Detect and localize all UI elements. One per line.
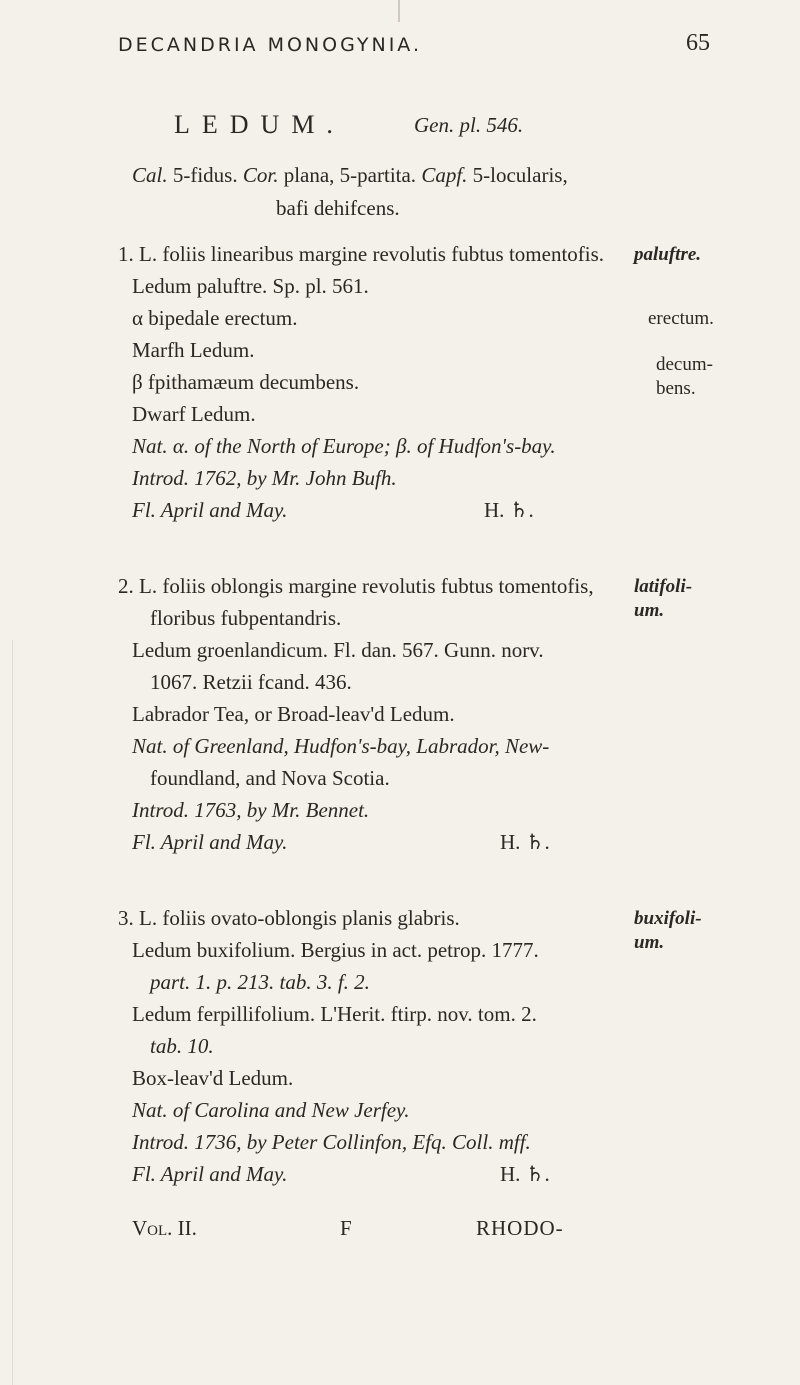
species-3-trivial-name-2: um. bbox=[634, 932, 665, 953]
species-2-introduced: Introd. 1763, by Mr. Bennet. bbox=[132, 798, 370, 822]
species-1-common-name-alpha: Marfh Ledum. bbox=[132, 338, 255, 362]
variety-beta-side-name-1: decum- bbox=[656, 354, 713, 375]
species-2-flowering: Fl. April and May. bbox=[132, 830, 288, 854]
variety-beta-side-name-2: bens. bbox=[656, 378, 696, 399]
species-2-common-name: Labrador Tea, or Broad-leav'd Ledum. bbox=[132, 702, 455, 726]
species-2-native-cont: foundland, and Nova Scotia. bbox=[150, 766, 390, 790]
species-3-synonym-2: Ledum ferpillifolium. L'Herit. ftirp. nov. tom. 2. bbox=[132, 1002, 537, 1026]
species-1-common-name-beta: Dwarf Ledum. bbox=[132, 402, 256, 426]
species-1-variety-beta: β fpithamæum decumbens. bbox=[132, 370, 360, 394]
species-3-common-name: Box-leav'd Ledum. bbox=[132, 1066, 294, 1090]
species-2-diagnosis-cont: floribus fubpentandris. bbox=[150, 606, 342, 630]
species-2-habit: H. ♄. bbox=[500, 830, 550, 854]
species-3-flowering: Fl. April and May. bbox=[132, 1162, 288, 1186]
page-number: 65 bbox=[686, 30, 710, 56]
species-1-trivial-name: paluftre. bbox=[634, 244, 702, 265]
species-1-flowering: Fl. April and May. bbox=[132, 498, 288, 522]
corolla-text: plana, 5-partita. bbox=[283, 163, 417, 187]
species-3-habit: H. ♄. bbox=[500, 1162, 550, 1186]
volume-number: Vol. II. bbox=[132, 1216, 197, 1240]
calyx-description bbox=[132, 162, 568, 188]
species-3-introduced: Introd. 1736, by Peter Collinfon, Efq. Coll. mff. bbox=[132, 1130, 531, 1154]
scan-mark bbox=[398, 0, 400, 22]
species-3-diagnosis: 3. L. foliis ovato-oblongis planis glabris. bbox=[118, 906, 460, 930]
species-1-variety-alpha: α bipedale erectum. bbox=[132, 306, 298, 330]
capsule-text: 5-locularis, bbox=[472, 163, 568, 187]
species-2-trivial-name-1: latifoli- bbox=[634, 576, 693, 597]
capsule-text-continued: bafi dehifcens. bbox=[276, 196, 400, 220]
catchword: RHODO- bbox=[476, 1216, 564, 1240]
calyx-label: Cal. bbox=[132, 163, 168, 187]
species-2-trivial-name-2: um. bbox=[634, 600, 665, 621]
species-1-native: Nat. α. of the North of Europe; β. of Hudfon's-bay. bbox=[132, 434, 556, 458]
running-title: DECANDRIA MONOGYNIA. bbox=[118, 34, 423, 56]
species-1-introduced: Introd. 1762, by Mr. John Bufh. bbox=[132, 466, 397, 490]
genus-reference: Gen. pl. 546. bbox=[414, 113, 524, 137]
capsule-label: Capf. bbox=[421, 163, 468, 187]
species-3-synonym-cont: part. 1. p. 213. tab. 3. f. 2. bbox=[150, 970, 370, 994]
species-3-synonym-2-cont: tab. 10. bbox=[150, 1034, 214, 1058]
species-2-diagnosis: 2. L. foliis oblongis margine revolutis fubtus tomentofis, bbox=[118, 574, 594, 598]
genus-name: LEDUM. bbox=[174, 110, 345, 139]
calyx-text: 5-fidus. bbox=[172, 163, 238, 187]
species-2-synonym: Ledum groenlandicum. Fl. dan. 567. Gunn. norv. bbox=[132, 638, 544, 662]
species-3-native: Nat. of Carolina and New Jerfey. bbox=[132, 1098, 410, 1122]
species-1-synonym: Ledum paluftre. Sp. pl. 561. bbox=[132, 274, 369, 298]
variety-alpha-side-name: erectum. bbox=[648, 308, 714, 329]
species-3-trivial-name-1: buxifoli- bbox=[634, 908, 702, 929]
species-2-synonym-cont: 1067. Retzii fcand. 436. bbox=[150, 670, 352, 694]
signature-mark: F bbox=[340, 1216, 352, 1240]
page-edge-line bbox=[12, 640, 13, 1385]
species-3-synonym: Ledum buxifolium. Bergius in act. petrop. 1777. bbox=[132, 938, 539, 962]
corolla-label: Cor. bbox=[242, 163, 279, 187]
species-1-habit: H. ♄. bbox=[484, 498, 534, 522]
species-1-diagnosis: 1. L. foliis linearibus margine revolutis fubtus tomentofis. bbox=[118, 242, 605, 266]
species-2-native: Nat. of Greenland, Hudfon's-bay, Labrador, New- bbox=[132, 734, 550, 758]
